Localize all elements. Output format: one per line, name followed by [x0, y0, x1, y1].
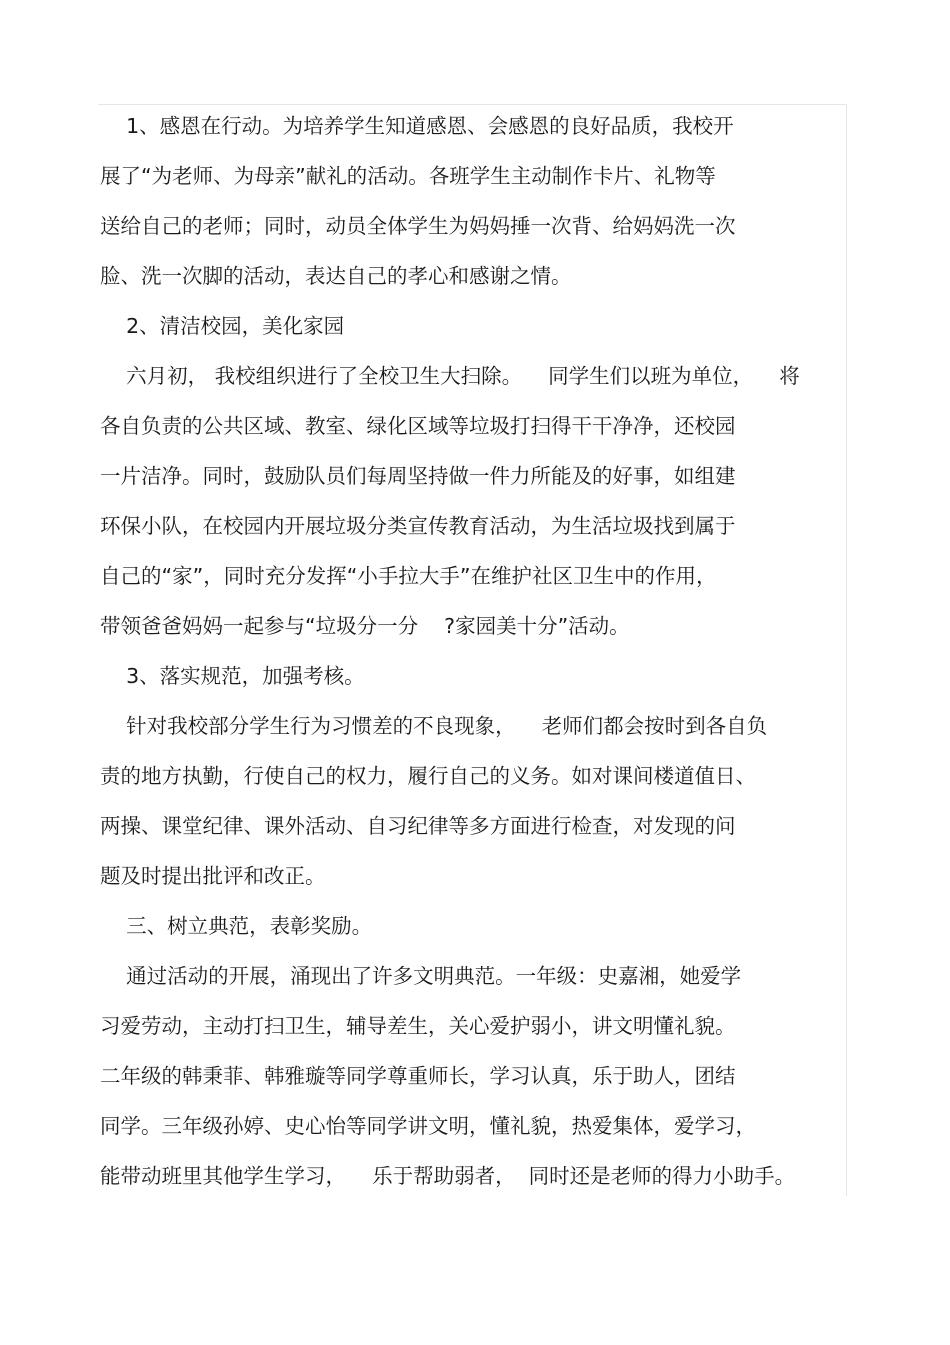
text-line: 题及时提出批评和改正。 [100, 864, 326, 888]
text-line: 六月初， 我校组织进行了全校卫生大扫除。 同学生们以班为单位， 将 [100, 364, 800, 388]
section-heading: 2、清洁校园，美化家园 [100, 314, 345, 338]
text-line: 展了“为老师、为母亲”献礼的活动。各班学生主动制作卡片、礼物等 [100, 164, 716, 188]
text-line: 带领爸爸妈妈一起参与“垃圾分一分 ?家园美十分”活动。 [100, 614, 630, 638]
text-line: 环保小队，在校园内开展垃圾分类宣传教育活动，为生活垃圾找到属于 [100, 514, 736, 538]
text-line: 通过活动的开展，涌现出了许多文明典范。一年级：史嘉湘，她爱学 [100, 964, 742, 988]
text-line: 习爱劳动，主动打扫卫生，辅导差生，关心爱护弱小，讲文明懂礼貌。 [100, 1014, 736, 1038]
text-line: 二年级的韩秉菲、韩雅璇等同学尊重师长，学习认真，乐于助人，团结 [100, 1064, 736, 1088]
text-line: 两操、课堂纪律、课外活动、自习纪律等多方面进行检查，对发现的问 [100, 814, 736, 838]
text-line: 送给自己的老师；同时，动员全体学生为妈妈捶一次背、给妈妈洗一次 [100, 214, 736, 238]
section-heading: 3、落实规范，加强考核。 [100, 664, 365, 688]
text-line: 针对我校部分学生行为习惯差的不良现象， 老师们都会按时到各自负 [100, 714, 768, 738]
text-line: 能带动班里其他学生学习， 乐于帮助弱者， 同时还是老师的得力小助手。 [100, 1164, 796, 1188]
text-line: 一片洁净。同时，鼓励队员们每周坚持做一件力所能及的好事，如组建 [100, 464, 736, 488]
text-line: 1、感恩在行动。为培养学生知道感恩、会感恩的良好品质，我校开 [100, 114, 734, 138]
text-line: 各自负责的公共区域、教室、绿化区域等垃圾打扫得干干净净，还校园 [100, 414, 736, 438]
text-line: 脸、洗一次脚的活动，表达自己的孝心和感谢之情。 [100, 264, 572, 288]
text-line: 责的地方执勤，行使自己的权力，履行自己的义务。如对课间楼道值日、 [100, 764, 756, 788]
text-line: 同学。三年级孙婷、史心怡等同学讲文明，懂礼貌，热爱集体，爱学习， [100, 1114, 756, 1138]
section-heading: 三、树立典范，表彰奖励。 [100, 914, 373, 938]
text-line: 自己的“家”，同时充分发挥“小手拉大手”在维护社区卫生中的作用， [100, 564, 717, 588]
